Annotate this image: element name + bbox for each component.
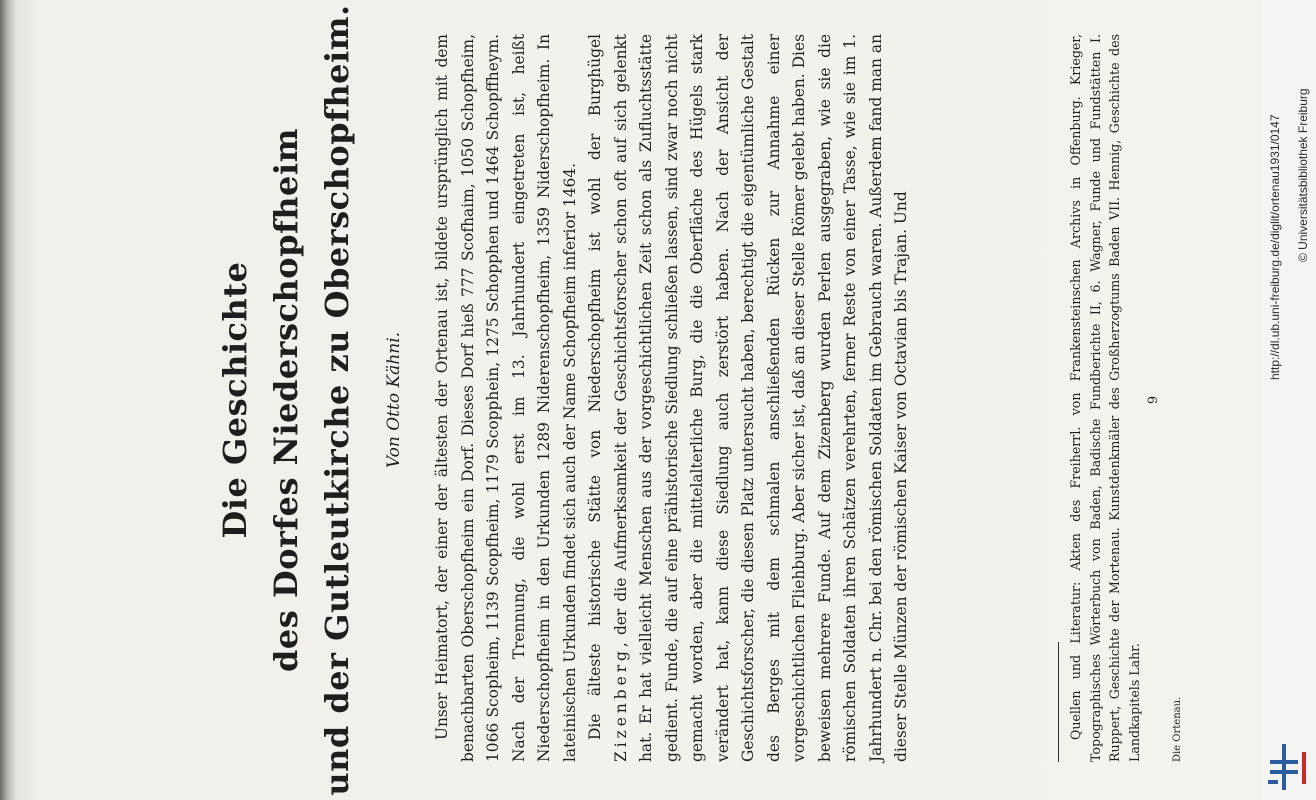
page-number: 9 xyxy=(1146,395,1161,405)
paragraph-2-rest: , der die Aufmerksamkeit der Geschichtsforscher schon oft auf sich gelenkt hat. Er hat vielleicht Menschen aus der vorgeschichtlichen Zeit schon als Zufluchtsstätte gedient. Funde, die auf eine prähistorische Siedlung schließen lassen, sind zwar noch nicht gemacht worden, aber die mittelalterliche Burg, die die Oberfläche des Hügels stark verändert hat, kann diese Siedlung auch zerstört haben. Nach der Ansicht der Geschichtsforscher, die diesen Platz untersucht haben, berechtigt die eigentümliche Gestalt des Berges mit dem schmalen anschließenden Rücken zur Annahme einer vorgeschichtlichen Fliehburg. Aber sicher ist, daß an dieser Stelle Römer gelebt haben. Dies beweisen mehrere Funde. Auf dem Zizenberg wurden Perlen ausgegraben, wie sie die römischen Soldaten ihren Schätzen verehrten, ferner Reste von einer Tasse, wie sie im 1. Jahrhundert n. Chr. bei den römischen Soldaten im Gebrauch waren. Außerdem fand man an dieser Stelle Münzen der römischen Kaiser von Octavian bis Trajan. Und xyxy=(611,34,910,762)
paragraph-1: Unser Heimatort, der einer der ältesten der Ortenau ist, bildete ursprünglich mit dem benachbarten Oberschopfheim ein Dorf. Dieses Dorf hieß 777 Scofhaim, 1050 Schopfheim, 1066 Scopheim, 1139 Scopfheim, 1179 Scopphein, 1275 Schopphen und 1464 Schopffheym. Nach der Trennung, die wohl erst im 13. Jahrhundert eingetreten ist, heißt Niederschopfheim in den Urkunden 1289 Niderenschopfheim, 1359 Niderschopfheim. In lateinischen Urkunden findet sich auch der Name Schopfheim inferior 1464. xyxy=(433,34,579,762)
copyright-notice: © Universitätsbibliothek Freiburg xyxy=(1296,88,1310,262)
article-body xyxy=(430,34,915,762)
source-url-link[interactable]: http://dl.ub.uni-freiburg.de/diglit/ortenau1931/0147 xyxy=(1268,114,1282,380)
library-logo-icon xyxy=(1268,744,1312,790)
title-line-3: und der Gutleutkirche zu Oberschopfheim. xyxy=(318,4,356,796)
title-line-2: des Dorfes Niederschopfheim xyxy=(267,128,305,672)
footnote-text: Quellen und Literatur: Akten des Freiherrl. von Frankensteinschen Archivs in Offenburg. Krieger, Topographisches Wörterbuch von Baden, Badische Fundberichte II, 6. Wagner, Funde und Fundstätten I. Ruppert, Geschichte der Mortenau. Kunstdenkmäler des Großherzogtums Baden VII. Hennig, Geschichte des Landkapitels Lahr. xyxy=(1068,34,1142,762)
article-title xyxy=(210,0,363,800)
author-line: Von Otto Kähni. xyxy=(384,331,404,469)
paragraph-2-start: Die älteste historische Stätte von Niederschopfheim ist wohl der Burghügel xyxy=(586,34,604,740)
folio-label: Die Ortenau. xyxy=(1172,696,1183,762)
footnote xyxy=(1066,34,1144,762)
zizenberg-spaced: Zizenberg xyxy=(611,647,630,762)
footnote-rule xyxy=(1058,642,1059,762)
title-line-1: Die Geschichte xyxy=(216,261,254,539)
paragraph-2 xyxy=(583,34,915,762)
